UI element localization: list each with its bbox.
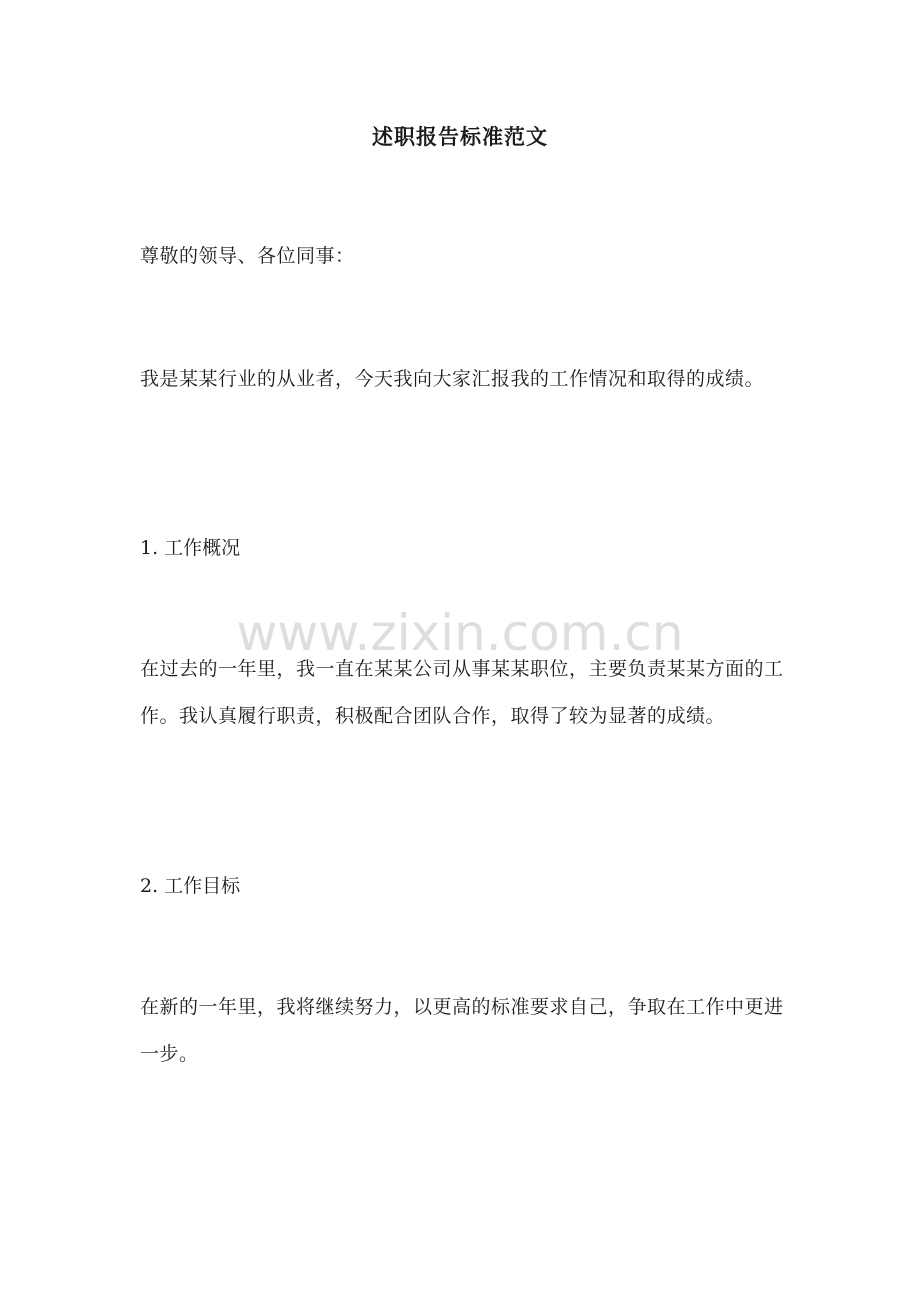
section-body-goals: 在新的一年里，我将继续努力，以更高的标准要求自己，争取在工作中更进一步。: [140, 996, 784, 1065]
intro-paragraph: 我是某某行业的从业者，今天我向大家汇报我的工作情况和取得的成绩。: [140, 368, 765, 390]
site-watermark: www.zixin.com.cn: [236, 604, 684, 662]
document-title: 述职报告标准范文: [372, 124, 548, 149]
section-heading-overview: 1. 工作概况: [140, 537, 241, 559]
section-heading-goals: 2. 工作目标: [140, 875, 241, 897]
section-body-overview: 在过去的一年里，我一直在某某公司从事某某职位，主要负责某某方面的工作。我认真履行职责，积极配合团队合作，取得了较为显著的成绩。: [140, 658, 784, 727]
greeting-line: 尊敬的领导、各位同事：: [140, 245, 355, 267]
